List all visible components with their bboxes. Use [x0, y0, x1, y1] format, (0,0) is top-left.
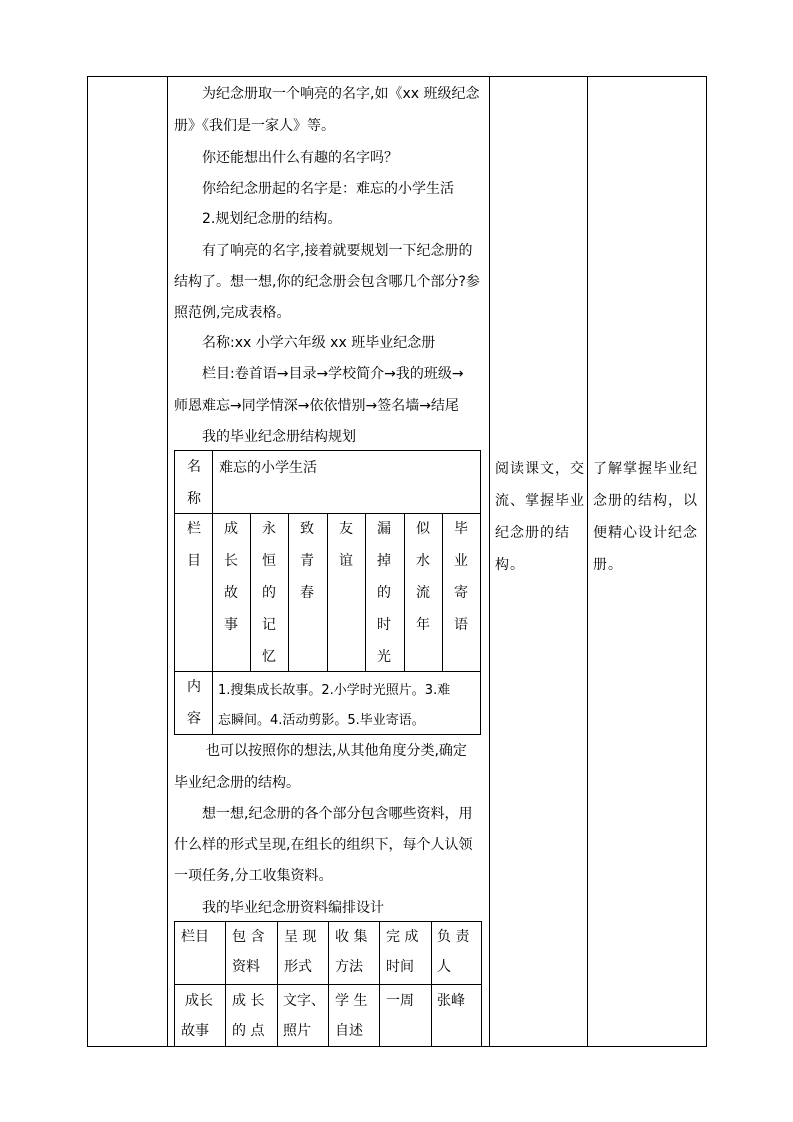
- paragraph: 为纪念册取一个响亮的名字,如《xx 班级纪念: [202, 86, 480, 102]
- paragraph: 2.规划纪念册的结构。: [202, 211, 342, 227]
- activity-line: 阅读课文，交: [495, 461, 585, 477]
- materials-cell: 自述: [335, 1023, 363, 1039]
- paragraph: 名称:xx 小学六年级 xx 班毕业纪念册: [202, 335, 436, 351]
- paragraph: 照范例,完成表格。: [174, 305, 291, 321]
- materials-header: 人: [437, 959, 451, 975]
- materials-cell: 的 点: [232, 1023, 265, 1039]
- paragraph: 什么样的形式呈现,在组长的组织下，每个人认领: [174, 837, 473, 853]
- materials-header: 资料: [232, 959, 260, 975]
- paragraph: 册》《我们是一家人》等。: [174, 118, 335, 134]
- materials-header: 包 含: [232, 929, 265, 945]
- paragraph: 师恩难忘→同学情深→依依惜别→签名墙→结尾: [174, 398, 459, 414]
- structure-column: 似水流年: [416, 521, 430, 633]
- activity-line: 构。: [495, 557, 525, 573]
- materials-cell: 张峰: [437, 993, 465, 1009]
- paragraph: 一项任务,分工收集资料。: [174, 868, 333, 884]
- paragraph: 想一想,纪念册的各个部分包含哪些资料，用: [202, 806, 473, 822]
- table-caption: 我的毕业纪念册资料编排设计: [202, 900, 384, 916]
- paragraph: 结构了。想一想,你的纪念册会包含哪几个部分?参: [174, 274, 480, 290]
- paragraph: 毕业纪念册的结构。: [174, 775, 300, 791]
- paragraph: 有了响亮的名字,接着就要规划一下纪念册的: [202, 243, 473, 259]
- structure-column: 永恒的记忆: [262, 521, 276, 665]
- materials-cell: 一周: [386, 993, 414, 1009]
- intent-line: 册。: [593, 557, 623, 573]
- intent-line: 便精心设计纪念: [593, 525, 698, 541]
- teaching-content: [168, 77, 489, 1046]
- materials-table: [174, 921, 482, 1046]
- column-divider: [489, 77, 490, 1046]
- structure-column: 漏掉的时光: [377, 521, 391, 665]
- column-divider: [587, 77, 588, 1046]
- intent-line: 念册的结构，以: [593, 493, 698, 509]
- materials-cell: 文字、: [283, 993, 325, 1009]
- materials-cell: 成长: [185, 993, 213, 1009]
- name-label: 名称: [187, 459, 201, 507]
- materials-cell: 学 生: [335, 993, 368, 1009]
- materials-header: 呈 现: [284, 929, 317, 945]
- structure-column: 成长故事: [224, 521, 238, 633]
- materials-header: 方法: [335, 959, 363, 975]
- materials-header: 时间: [386, 959, 414, 975]
- table-caption: 我的毕业纪念册结构规划: [202, 429, 356, 445]
- materials-header: 负 责: [437, 929, 470, 945]
- activity-line: 纪念册的结: [495, 525, 570, 541]
- materials-header: 栏目: [181, 929, 209, 945]
- activity-line: 流、掌握毕业: [495, 493, 585, 509]
- structure-column: 友谊: [339, 521, 353, 569]
- materials-cell: 故事: [181, 1023, 209, 1039]
- student-activity: [495, 453, 585, 581]
- name-value: 难忘的小学生活: [219, 460, 317, 476]
- materials-header: 完 成: [386, 929, 419, 945]
- paragraph: 你还能想出什么有趣的名字吗？: [202, 150, 398, 166]
- paragraph: 也可以按照你的想法,从其他角度分类,确定: [206, 743, 467, 759]
- paragraph: 栏目:卷首语→目录→学校简介→我的班级→: [202, 366, 464, 382]
- paragraph: 你给纪念册起的名字是：难忘的小学生活: [202, 181, 454, 197]
- lesson-table: [87, 76, 707, 1047]
- column-label: 栏目: [187, 521, 201, 569]
- design-intent: [593, 453, 698, 581]
- content-line: 忘瞬间。4.活动剪影。5.毕业寄语。: [218, 713, 425, 728]
- content-label: 内容: [187, 679, 201, 727]
- structure-table: [174, 450, 481, 735]
- structure-column: 致青春: [300, 521, 314, 601]
- structure-column: 毕业寄语: [454, 521, 468, 633]
- materials-header: 形式: [284, 959, 312, 975]
- intent-line: 了解掌握毕业纪: [593, 461, 698, 477]
- materials-cell: 照片: [283, 1023, 311, 1039]
- materials-header: 收 集: [335, 929, 368, 945]
- content-line: 1.搜集成长故事。2.小学时光照片。3.难: [218, 683, 451, 698]
- materials-cell: 成 长: [232, 993, 265, 1009]
